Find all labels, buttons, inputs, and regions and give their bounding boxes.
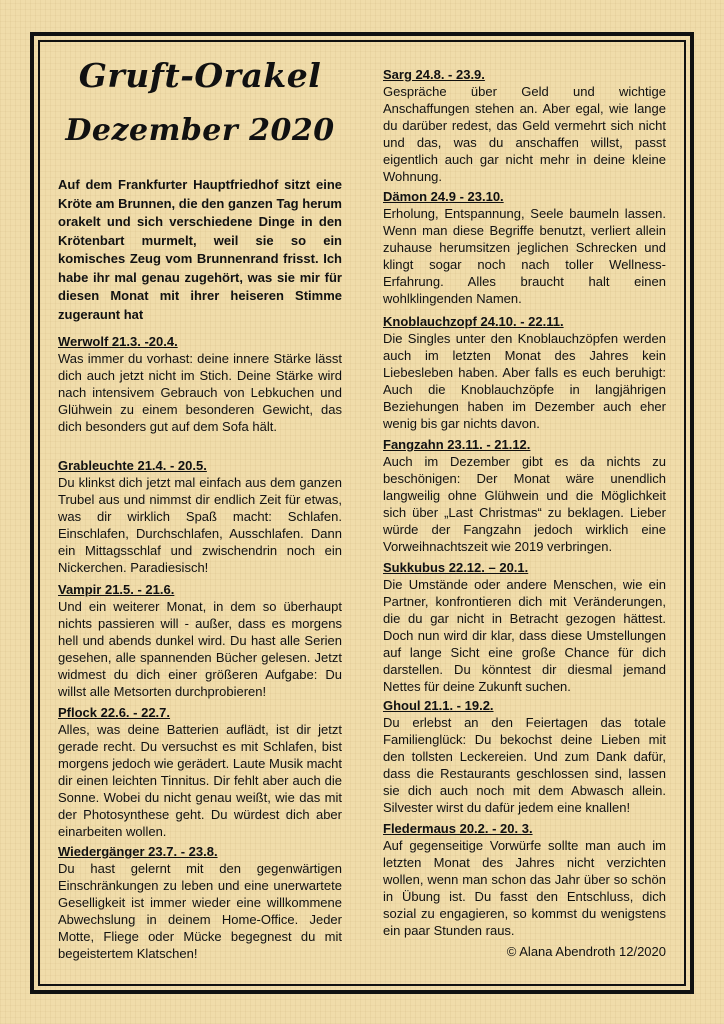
horoscope-entry-wiedergaenger <box>58 843 342 962</box>
horoscope-entry-fangzahn <box>383 436 666 555</box>
entry-title: Vampir 21.5. - 21.6. <box>58 582 175 597</box>
horoscope-entry-knoblauchzopf <box>383 313 666 432</box>
entry-text: Die Singles unter den Knoblauchzöpfen werden auch im letzten Monat des Jahres kein Liebesleben haben. Aber falls es euch beruhigt: Auch die Knoblauchzöpfe in langjährigen Beziehungen haben im Dezember auch eher wenig bis gar nichts davon. <box>383 331 666 431</box>
copyright-notice: © Alana Abendroth 12/2020 <box>506 944 666 959</box>
entry-title: Pflock 22.6. - 22.7. <box>58 705 171 720</box>
entry-text: Auch im Dezember gibt es da nichts zu beschönigen: Der Monat wäre unendlich langweilig ohne Glühwein und die Möglichkeit sich über „Last Christmas“ zu beklagen. Lieber würde der Fangzahn jedoch wirklich eine Vorweihnachtszeit wie 2019 verbringen. <box>383 454 666 554</box>
entry-title: Ghoul 21.1. - 19.2. <box>383 698 494 713</box>
entry-title: Sarg 24.8. - 23.9. <box>383 67 485 82</box>
entry-title: Fangzahn 23.11. - 21.12. <box>383 437 531 452</box>
horoscope-entry-vampir <box>58 581 342 700</box>
entry-title: Knoblauchzopf 24.10. - 22.11. <box>383 314 564 329</box>
entry-title: Sukkubus 22.12. – 20.1. <box>383 560 529 575</box>
entry-title: Fledermaus 20.2. - 20. 3. <box>383 821 533 836</box>
entry-title: Grableuchte 21.4. - 20.5. <box>58 458 207 473</box>
horoscope-entry-sukkubus <box>383 559 666 695</box>
horoscope-entry-fledermaus <box>383 820 666 939</box>
entry-text: Und ein weiterer Monat, in dem so überhaupt nichts passieren will - außer, dass es morgens hell und abends dunkel wird. Du hast alle Serien gesehen, alle spannenden Bücher gelesen. Jetzt widmest du dich einer größeren Aufgabe: Du willst alle Metsorten durchprobieren! <box>58 599 342 699</box>
entry-text: Auf gegenseitige Vorwürfe sollte man auch im letzten Monat des Jahres nicht verzichten wollen, wenn man schon das Jahr über so schön in Übung ist. Du fasst den Entschluss, dich sozial zu engagieren, so kommst du wenigstens ein paar Stunden raus. <box>383 838 666 938</box>
entry-text: Gespräche über Geld und wichtige Anschaffungen stehen an. Aber egal, wie lange du darüber redest, das Geld vermehrt sich nicht und das, was du anschaffen willst, passt eigentlich auch gar nicht mehr in deine kleine Wohnung. <box>383 84 666 184</box>
page-subtitle: Dezember 2020 <box>65 113 335 148</box>
horoscope-entry-pflock <box>58 704 342 840</box>
entry-text: Erholung, Entspannung, Seele baumeln lassen. Wenn man diese Begriffe benutzt, verliert allein zuhause herumsitzen jeglichen Schrecken und klingt sogar noch nach toller Wellness-Erfahrung. Alles braucht halt einen wohlklingenden Namen. <box>383 206 666 306</box>
entry-title: Dämon 24.9 - 23.10. <box>383 189 504 204</box>
horoscope-entry-daemon <box>383 188 666 307</box>
entry-title: Wiedergänger 23.7. - 23.8. <box>58 844 218 859</box>
horoscope-entry-werwolf <box>58 333 342 435</box>
horoscope-entry-grableuchte <box>58 457 342 576</box>
horoscope-entry-sarg <box>383 66 666 185</box>
entry-text: Alles, was deine Batterien auflädt, ist dir jetzt gerade recht. Du versuchst es mit Schlafen, bist morgens jedoch wie gerädert. Laute Musik macht dir einen leichten Tinnitus. Dir fehlt aber auch die Sonne. Wobei du nicht genau weißt, wie das mit der Photosynthese geht. Du würdest dich aber einarbeiten wollen. <box>58 722 342 839</box>
horoscope-entry-ghoul <box>383 697 666 816</box>
entry-text: Was immer du vorhast: deine innere Stärke lässt dich auch jetzt nicht im Stich. Deine Stärke wird nach intensivem Gebrauch von Lebkuchen und Glühwein zu einem besonderen Gewicht, das dich besonders gut auf dem Sofa hält. <box>58 351 342 434</box>
page-title: Gruft-Orakel <box>78 56 322 95</box>
entry-text: Du klinkst dich jetzt mal einfach aus dem ganzen Trubel aus und nimmst dir endlich Zeit für etwas, was dir wirklich Spaß macht: Schlafen. Einschlafen, Durchschlafen, Ausschlafen. Dann ein Mittagsschlaf und zwischendrin noch ein Nickerchen. Paradiesisch! <box>58 475 342 575</box>
entry-text: Du erlebst an den Feiertagen das totale Familienglück: Du bekochst deine Lieben mit den tollsten Leckereien. Und zum Dank dafür, dass die Restaurants geschlossen sind, lassen sie dich auch noch mit dem Abwasch allein. Silvester wirst du dafür jedem eine knallen! <box>383 715 666 815</box>
entry-title: Werwolf 21.3. -20.4. <box>58 334 178 349</box>
entry-text: Die Umstände oder andere Menschen, wie ein Partner, konfrontieren dich mit Veränderungen, die du gar nicht in Betracht gezogen hättest. Doch nun wird dir klar, dass diese Umstellungen auf lange Sicht eine große Chance für dich darstellen. Du könntest dir diesmal jemand Nettes für deine Zukunft suchen. <box>383 577 666 694</box>
intro-paragraph: Auf dem Frankfurter Hauptfriedhof sitzt eine Kröte am Brunnen, die den ganzen Tag herum orakelt und sich verschiedene Dinge in den Krötenbart murmelt, weil sie so ein komisches Zeug vom Brunnenrand frisst. Ich habe ihr mal genau zugehört, was sie mir für diesen Monat mit ihrer heiseren Stimme zugeraunt hat <box>58 177 342 322</box>
entry-text: Du hast gelernt mit den gegenwärtigen Einschränkungen zu leben und eine unerwartete Geselligkeit ist immer wieder eine willkommene Abwechslung in deinem Home-Office. Jeder Motte, Fliege oder Mücke begegnest du mit begeistertem Klatschen! <box>58 861 342 961</box>
